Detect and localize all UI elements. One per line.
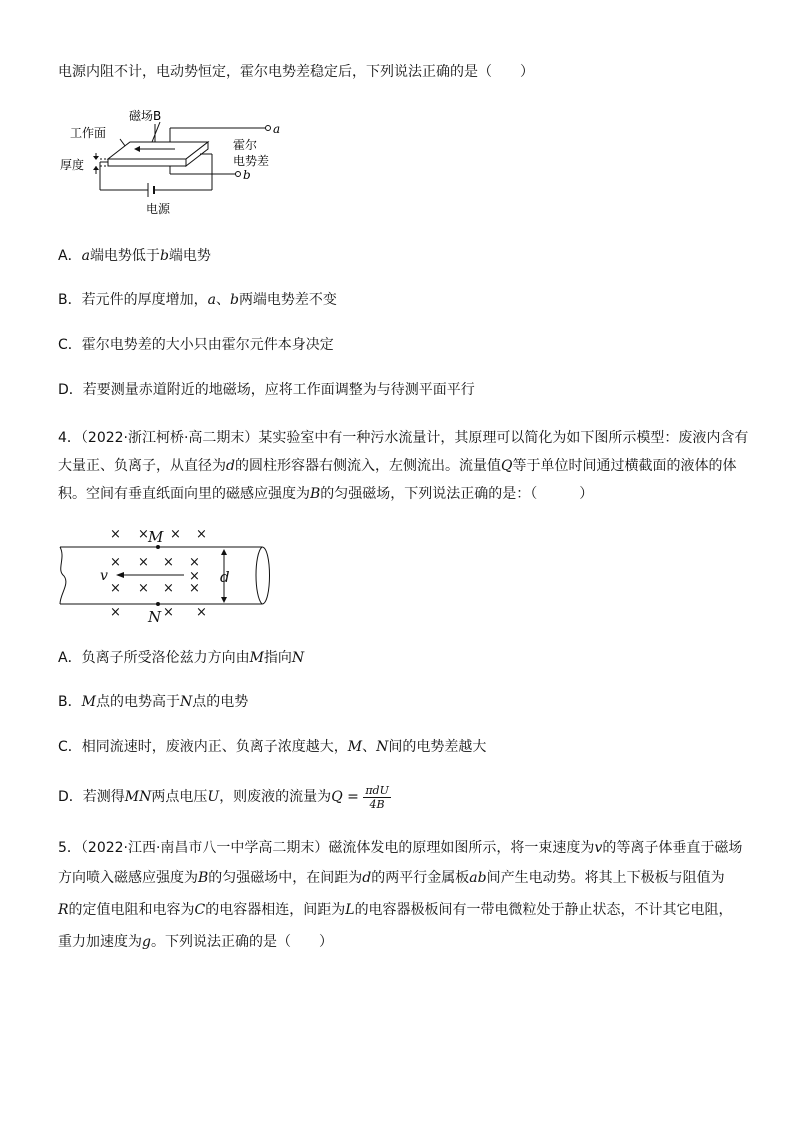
q4-option-c[interactable]: C．相同流速时，废液内正、负离子浓度越大，M、N间的电势差越大 <box>58 739 487 755</box>
q4-stem-line-3: 积。空间有垂直纸面向里的磁感应强度为B的匀强磁场，下列说法正确的是：（ ） <box>58 486 594 502</box>
cross: × <box>189 569 200 584</box>
cross: × <box>163 555 174 570</box>
q5-stem-line-3: R的定值电阻和电容为C的电容器相连，间距为L的电容器极板间有一带电微粒处于静止状态，不计其它电阻， <box>58 902 733 918</box>
cross: × <box>163 581 174 596</box>
q3-option-a[interactable]: A．a端电势低于b端电势 <box>58 248 211 264</box>
flowmeter-figure <box>58 520 278 628</box>
hall-effect-figure <box>60 106 300 218</box>
magnetic-field-label: 磁场B <box>129 109 162 123</box>
q3-stem-tail: 电源内阻不计，电动势恒定，霍尔电势差稳定后，下列说法正确的是（ ） <box>58 64 534 80</box>
q3-option-d[interactable]: D．若要测量赤道附近的地磁场，应将工作面调整为与待测平面平行 <box>58 382 475 398</box>
cross: × <box>196 605 207 620</box>
q3-option-b[interactable]: B．若元件的厚度增加，a、b两端电势差不变 <box>58 292 337 308</box>
point-n <box>156 602 160 606</box>
cross: × <box>189 581 200 596</box>
cross: × <box>138 581 149 596</box>
work-face-label: 工作面 <box>70 126 107 140</box>
q4-option-a[interactable]: A．负离子所受洛伦兹力方向由M指向N <box>58 650 305 666</box>
q4-option-b[interactable]: B．M点的电势高于N点的电势 <box>58 694 249 710</box>
terminal-a-label: a <box>273 122 281 136</box>
cross: × <box>110 581 121 596</box>
hall-label-1: 霍尔 <box>233 138 258 152</box>
cross: × <box>138 555 149 570</box>
cross: × <box>170 527 181 542</box>
thickness-label: 厚度 <box>60 158 85 172</box>
label-d: d <box>220 568 230 586</box>
label-m: M <box>148 528 164 546</box>
q4-stem-line-2: 大量正、负离子，从直径为d的圆柱形容器右侧流入，左侧流出。流量值Q等于单位时间通过横截面的液体的体 <box>58 458 737 474</box>
cross: × <box>138 527 149 542</box>
q5-stem-line-4: 重力加速度为g。下列说法正确的是（ ） <box>58 934 333 950</box>
q4-stem-line-1: 4．（2022·浙江柯桥·高二期末）某实验室中有一种污水流量计，其原理可以简化为如下图所示模型：废液内含有 <box>58 430 749 446</box>
source-label: 电源 <box>146 202 171 216</box>
hall-label-2: 电势差 <box>233 154 270 168</box>
cross: × <box>110 527 121 542</box>
label-v: v <box>100 568 108 584</box>
cross: × <box>110 555 121 570</box>
q5-stem-line-2: 方向喷入磁感应强度为B的匀强磁场中，在间距为d的两平行金属板ab间产生电动势。将其上下极板与阻值为 <box>58 870 725 886</box>
flow-fraction: $\frac{\text{πdU}}{4B}$ <box>365 783 389 811</box>
terminal-b-label: b <box>243 168 251 182</box>
q4-option-d[interactable]: D．若测得MN两点电压U，则废液的流量为Q = $\frac{\text{πdU}}{4B}$ <box>58 783 389 811</box>
label-n: N <box>148 608 162 626</box>
q5-stem-line-1: 5．（2022·江西·南昌市八一中学高二期末）磁流体发电的原理如图所示，将一束速度为v的等离子体垂直于磁场 <box>58 840 743 856</box>
cross: × <box>110 605 121 620</box>
q3-option-c[interactable]: C．霍尔电势差的大小只由霍尔元件本身决定 <box>58 337 334 353</box>
cross: × <box>189 555 200 570</box>
cross: × <box>163 605 174 620</box>
cross: × <box>196 527 207 542</box>
